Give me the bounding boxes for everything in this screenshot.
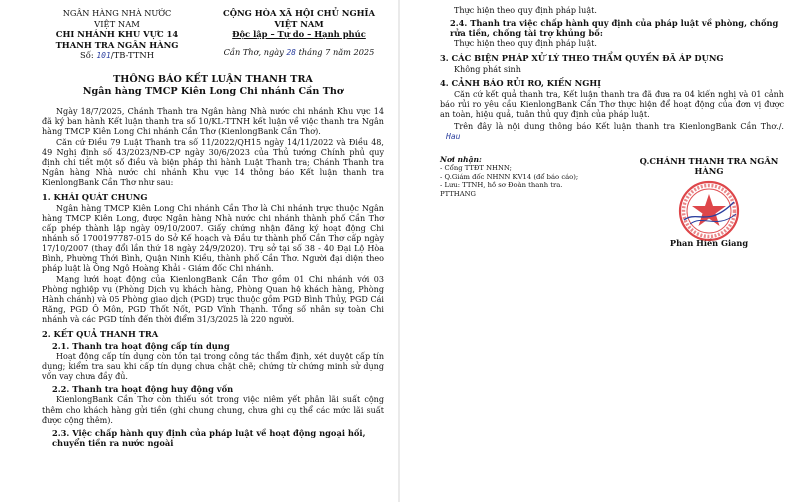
document-number [42, 50, 192, 62]
document-number-handwritten: 101 [96, 51, 111, 61]
national-title: CỘNG HÒA XÃ HỘI CHỦ NGHĨA VIỆT NAM [223, 8, 375, 29]
issue-date [214, 47, 384, 59]
intro-paragraph-2: Căn cứ Điều 79 Luật Thanh tra số 11/2022/QH15 ngày 14/11/2022 và Điều 48, 49 Nghị định số 43/2023/NĐ-CP ngày 30/6/2023 của Thủ tướng Chính phủ quy định chi tiết một số điều và biện pháp thi hành Luật Thanh tra; Chánh Thanh tra Ngân hàng Nhà nước chi nhánh Khu vực 14 thông báo Kết luận thanh tra KienlongBank Cần Thơ như sau: [42, 138, 384, 188]
issue-date-handwritten: 28 [286, 47, 296, 57]
issuing-agency [42, 8, 192, 62]
section-1-paragraph-2: Mạng lưới hoạt động của KienlongBank Cần Thơ gồm 01 Chi nhánh với 03 Phòng nghiệp vụ (Phòng Dịch vụ khách hàng, Phòng Quan hệ khách hàng, Phòng Hành chánh) và 05 Phòng giao dịch (PGD) trực thuộc gồm PGD Bình Thủy, PGD Cái Răng, PGD Ô Môn, PGD Thốt Nốt, PGD Vĩnh Thạnh. Tổng số nhân sự toàn Chi nhánh và các PGD tính đến thời điểm 31/3/2025 là 220 người. [42, 275, 384, 325]
national-header [214, 8, 384, 62]
signature-block [440, 156, 784, 248]
section-3-heading: 3. CÁC BIỆN PHÁP XỬ LÝ THEO THẨM QUYỀN ĐÃ ÁP DỤNG [440, 52, 724, 63]
agency-line-3: CHI NHÁNH KHU VỰC 14 [55, 29, 179, 40]
recipients-list [440, 156, 590, 248]
agency-line-2: VIỆT NAM [94, 18, 140, 29]
section-4-heading: 4. CẢNH BÁO RỦI RO, KIẾN NGHỊ [440, 77, 602, 88]
agency-line-4: THANH TRA NGÂN HÀNG [55, 39, 179, 50]
intro-paragraph-1: Ngày 18/7/2025, Chánh Thanh tra Ngân hàng Nhà nước chi nhánh Khu vực 14 đã ký ban hành Kết luận thanh tra số 10/KL-TTNH kết luận về việc thanh tra Ngân hàng TMCP Kiên Long Chi nhánh Cần Thơ (KienlongBank Cần Thơ). [42, 107, 384, 137]
section-2-1-paragraph: Hoạt động cấp tín dụng còn tồn tại trong công tác thẩm định, xét duyệt cấp tín dụng; kiểm tra sau khi cấp tín dụng chưa chặt chẽ; chứng từ chứng minh sử dụng vốn vay chưa đầy đủ. [42, 352, 384, 382]
issue-date-prefix: Cần Thơ, ngày [223, 46, 284, 57]
national-motto: Độc lập – Tự do – Hạnh phúc [232, 29, 366, 40]
section-2-2-paragraph: KienlongBank Cần Thơ còn thiếu sót trong việc niêm yết phân lãi suất cộng thêm cho khách hàng gửi tiền (ghi chung chung, chưa ghi cụ thể các mức lãi suất được cộng thêm). [42, 395, 384, 425]
recipient-item: - Lưu: TTNH, hồ sơ Đoàn thanh tra. [440, 181, 563, 190]
section-1-heading: 1. KHÁI QUÁT CHUNG [42, 191, 148, 202]
section-2-heading: 2. KẾT QUẢ THANH TRA [42, 328, 159, 339]
recipient-item: PTTHANG [440, 189, 476, 198]
document-page-right [400, 0, 796, 502]
section-2-4-heading: 2.4. Thanh tra việc chấp hành quy định của pháp luật về phòng, chống rửa tiền, chống tài trợ khủng bố: [450, 18, 779, 39]
closing-paragraph [440, 122, 784, 142]
recipient-item: - Q.Giám đốc NHNN KV14 (để báo cáo); [440, 172, 579, 181]
issue-date-suffix: tháng 7 năm 2025 [298, 46, 375, 57]
document-number-suffix: /TB-TTNH [110, 50, 155, 61]
section-2-4-paragraph: Thực hiện theo quy định pháp luật. [454, 39, 597, 49]
section-3-paragraph: Không phát sinh [454, 64, 521, 74]
signer-block [634, 156, 784, 248]
recipients-label: Nơi nhận: [440, 154, 482, 164]
document-header [42, 8, 384, 62]
document-number-prefix: Số: [79, 50, 94, 61]
section-2-1-heading: 2.1. Thanh tra hoạt động cấp tín dụng [52, 340, 230, 351]
document-title [42, 74, 384, 97]
section-1-paragraph-1: Ngân hàng TMCP Kiên Long Chi nhánh Cần Thơ là Chi nhánh trực thuộc Ngân hàng TMCP Kiên Long, được Ngân hàng Nhà nước chi nhánh thành phố Cần Thơ cấp phép thành lập ngày 09/10/2007. Giấy chứng nhận đăng ký hoạt động Chi nhánh số 1700197787-015 do Sở Kế hoạch và Đầu tư thành phố Cần Thơ cấp ngày 17/10/2007 (thay đổi lần thứ 18 ngày 24/9/2020). Trụ sở tại số 38 - 40 Đại Lộ Hòa Bình, Phường Thới Bình, Quận Ninh Kiều, thành phố Cần Thơ. Người đại diện theo pháp luật là Ông Ngô Hoàng Khải - Giám đốc Chi nhánh. [42, 203, 384, 274]
initials-handwritten: Hau [446, 131, 461, 141]
official-seal-icon [678, 180, 740, 242]
section-4-paragraph: Căn cứ kết quả thanh tra, Kết luận thanh tra đã đưa ra 04 kiến nghị và 01 cảnh báo rủi ro yêu cầu KienlongBank Cần Thơ thực hiện để hoạt động của đơn vị được an toàn, hiệu quả, tuân thủ quy định của pháp luật. [440, 90, 784, 120]
closing-text: Trên đây là nội dung thông báo Kết luận thanh tra KienlongBank Cần Thơ./. [454, 121, 784, 131]
section-2-3-paragraph: Thực hiện theo quy định pháp luật. [454, 6, 597, 15]
section-2-2-heading: 2.2. Thanh tra hoạt động huy động vốn [52, 384, 234, 395]
signer-name: Phan Hiền Giang [669, 237, 749, 248]
section-2-3-heading: 2.3. Việc chấp hành quy định của pháp luật về hoạt động ngoại hối, chuyển tiền ra nước ngoài [52, 427, 366, 448]
signer-title: Q.CHÁNH THANH TRA NGÂN HÀNG [639, 155, 779, 176]
title-line-2: Ngân hàng TMCP Kiên Long Chi nhánh Cần Thơ [82, 85, 344, 97]
recipient-item: - Cổng TTĐT NHNN; [440, 164, 512, 173]
title-line-1: THÔNG BÁO KẾT LUẬN THANH TRA [113, 73, 313, 85]
agency-line-1: NGÂN HÀNG NHÀ NƯỚC [62, 8, 172, 18]
